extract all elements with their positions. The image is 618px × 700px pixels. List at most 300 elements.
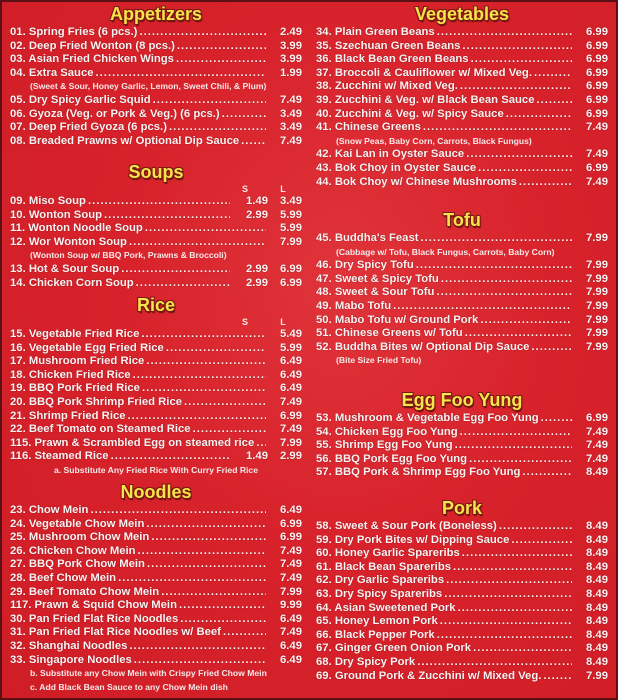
dot-leader	[469, 453, 572, 467]
section-title: Tofu	[443, 210, 481, 230]
item-name: 24. Vegetable Chow Mein	[10, 517, 145, 530]
item-name: 55. Shrimp Egg Foo Yung	[316, 439, 453, 452]
item-name: 29. Beef Tomato Chow Mein	[10, 585, 160, 598]
size-header	[10, 317, 302, 328]
item-price-small: 2.99	[246, 276, 268, 289]
item-note: a. Substitute Any Fried Rice With Curry Fried Rice	[54, 464, 258, 475]
item-price: 7.99	[586, 272, 608, 285]
dot-leader	[129, 640, 266, 654]
item-price: 6.99	[280, 531, 302, 544]
dot-leader	[460, 80, 572, 94]
menu-item	[10, 209, 302, 223]
menu-item	[10, 328, 302, 342]
item-name: 58. Sweet & Sour Pork (Boneless)	[316, 520, 497, 532]
menu-item	[10, 236, 302, 250]
dot-leader	[133, 369, 266, 383]
item-name: 49. Mabo Tofu	[316, 299, 392, 312]
menu-item	[10, 531, 302, 545]
section-title: Noodles	[120, 482, 192, 502]
section-egg-foo-yung	[316, 388, 608, 480]
item-price: 2.99	[280, 450, 302, 463]
item-name: 03. Asian Fried Chicken Wings	[10, 53, 174, 66]
dot-leader	[541, 412, 572, 426]
dot-leader	[180, 613, 266, 627]
item-name: 62. Dry Garlic Spareribs	[316, 574, 445, 587]
item-name: 08. Breaded Prawns w/ Optional Dip Sauce	[10, 134, 240, 147]
item-price: 7.49	[280, 544, 302, 557]
menu-item	[10, 121, 302, 135]
dot-leader	[462, 40, 572, 54]
dot-leader	[184, 396, 266, 410]
dot-leader	[139, 26, 266, 40]
dot-leader	[466, 148, 572, 162]
dot-leader	[104, 209, 230, 223]
section-title: Egg Foo Yung	[401, 390, 523, 410]
menu-item	[10, 586, 302, 600]
item-name: 39. Zucchini & Veg. w/ Black Bean Sauce	[316, 93, 535, 106]
item-name: 115. Prawn & Scrambled Egg on steamed rice	[10, 436, 255, 449]
item-price: 8.49	[586, 587, 608, 600]
item-price: 5.99	[280, 222, 302, 235]
item-name: 67. Ginger Green Onion Pork	[316, 642, 472, 655]
item-price: 6.99	[586, 412, 608, 424]
dot-leader	[478, 162, 572, 176]
menu-item	[316, 26, 608, 40]
item-name: 04. Extra Sauce	[10, 66, 94, 79]
item-price: 7.49	[280, 626, 302, 639]
dot-leader	[223, 626, 266, 640]
dot-leader	[179, 599, 266, 613]
dot-leader	[423, 121, 572, 135]
menu-item	[316, 148, 608, 162]
item-name: 53. Mushroom & Vegetable Egg Foo Yung	[316, 412, 539, 424]
menu-item	[10, 355, 302, 369]
menu-item	[10, 423, 302, 437]
dot-leader	[436, 286, 572, 300]
menu-item	[316, 547, 608, 561]
item-name: 117. Prawn & Squid Chow Mein	[10, 599, 177, 612]
item-name: 25. Mushroom Chow Mein	[10, 531, 150, 544]
item-price: 6.99	[586, 66, 608, 79]
item-note: (Bite Size Fried Tofu)	[336, 355, 422, 366]
dot-leader	[111, 450, 230, 464]
menu-item	[10, 626, 302, 640]
menu-item	[316, 466, 608, 480]
dot-leader	[437, 26, 572, 40]
item-name: 56. BBQ Pork Egg Foo Yung	[316, 452, 468, 465]
item-price: 5.99	[280, 341, 302, 354]
item-name: 69. Ground Pork & Zucchini w/ Mixed Veg.	[316, 669, 542, 682]
section-tofu	[316, 208, 608, 368]
dot-leader	[499, 520, 572, 534]
item-name: 59. Dry Pork Bites w/ Dipping Sauce	[316, 533, 510, 546]
dot-leader	[417, 656, 572, 670]
dot-leader	[129, 236, 266, 250]
dot-leader	[134, 654, 266, 668]
item-name: 18. Chicken Fried Rice	[10, 368, 131, 381]
item-price: 8.49	[586, 466, 608, 479]
dot-leader	[460, 426, 572, 440]
item-price: 5.49	[280, 328, 302, 340]
menu-item	[10, 572, 302, 586]
item-name: 43. Bok Choy in Oyster Sauce	[316, 161, 477, 174]
item-name: 33. Singapore Noodles	[10, 653, 132, 666]
item-price: 7.99	[586, 669, 608, 682]
dot-leader	[136, 277, 230, 291]
item-price: 7.49	[280, 134, 302, 147]
item-name: 50. Mabo Tofu w/ Ground Pork	[316, 313, 479, 326]
item-price: 8.49	[586, 628, 608, 641]
dot-leader	[222, 108, 266, 122]
menu-item	[316, 273, 608, 287]
dot-leader	[440, 615, 572, 629]
dot-leader	[441, 273, 572, 287]
item-name: 46. Dry Spicy Tofu	[316, 259, 414, 272]
item-price: 6.49	[280, 382, 302, 395]
item-price: 8.49	[586, 655, 608, 668]
section-vegetables	[316, 2, 608, 189]
menu-item	[316, 534, 608, 548]
size-label: L	[280, 317, 286, 327]
item-price: 3.99	[280, 53, 302, 66]
dot-leader	[511, 534, 572, 548]
dot-leader	[256, 437, 266, 451]
dot-leader	[146, 355, 266, 369]
item-price: 7.49	[586, 452, 608, 465]
dot-leader	[506, 108, 572, 122]
dot-leader	[118, 572, 266, 586]
item-price: 3.49	[280, 121, 302, 134]
item-name: 15. Vegetable Fried Rice	[10, 328, 140, 340]
section-pork	[316, 496, 608, 683]
item-price: 8.49	[586, 615, 608, 628]
item-price: 8.49	[586, 547, 608, 560]
menu-item	[10, 599, 302, 613]
item-price: 6.99	[586, 53, 608, 66]
size-label: L	[280, 184, 286, 194]
dot-leader	[176, 53, 266, 67]
item-price: 6.49	[280, 368, 302, 381]
item-name: 11. Wonton Noodle Soup	[10, 222, 143, 235]
item-name: 07. Deep Fried Gyoza (6 pcs.)	[10, 121, 167, 134]
dot-leader	[537, 94, 573, 108]
item-price: 6.99	[280, 276, 302, 289]
item-name: 37. Broccoli & Cauliflower w/ Mixed Veg.	[316, 66, 532, 79]
item-price-small: 2.99	[246, 208, 268, 221]
item-price: 8.49	[586, 642, 608, 655]
dot-leader	[142, 382, 266, 396]
menu-item	[10, 135, 302, 149]
menu-item	[10, 26, 302, 40]
menu-item	[10, 518, 302, 532]
menu-item	[10, 558, 302, 572]
menu-item	[316, 615, 608, 629]
item-price: 7.99	[280, 436, 302, 449]
item-name: 32. Shanghai Noodles	[10, 639, 128, 652]
menu-item	[10, 545, 302, 559]
dot-leader	[421, 232, 572, 246]
section-title: Rice	[136, 295, 176, 315]
menu-item	[316, 286, 608, 300]
dot-leader	[153, 94, 266, 108]
size-label: S	[241, 184, 248, 194]
item-price: 7.99	[280, 585, 302, 598]
item-price: 8.49	[586, 574, 608, 587]
item-price: 6.99	[586, 80, 608, 93]
dot-leader	[193, 423, 266, 437]
menu-item	[10, 654, 302, 668]
dot-leader	[453, 561, 572, 575]
item-name: 27. BBQ Pork Chow Mein	[10, 558, 145, 571]
dot-leader	[462, 547, 572, 561]
menu-item	[316, 588, 608, 602]
item-name: 14. Chicken Corn Soup	[10, 276, 134, 289]
item-name: 26. Chicken Chow Mein	[10, 544, 136, 557]
item-price: 3.49	[280, 107, 302, 120]
item-price-small: 1.49	[246, 195, 268, 207]
dot-leader	[146, 518, 266, 532]
menu-item	[10, 504, 302, 518]
item-name: 13. Hot & Sour Soup	[10, 262, 120, 275]
dot-leader	[473, 642, 572, 656]
item-price: 6.99	[586, 39, 608, 52]
menu-item	[316, 108, 608, 122]
menu-item	[316, 642, 608, 656]
menu-item	[10, 396, 302, 410]
dot-leader	[121, 263, 230, 277]
item-name: 61. Black Bean Spareribs	[316, 560, 452, 573]
menu-item	[10, 53, 302, 67]
section-title: Appetizers	[109, 4, 203, 24]
menu-item	[316, 453, 608, 467]
dot-leader	[416, 259, 572, 273]
item-price: 7.49	[586, 121, 608, 134]
dot-leader	[531, 341, 572, 355]
dot-leader	[169, 121, 266, 135]
item-name: 10. Wonton Soup	[10, 208, 103, 221]
dot-leader	[446, 574, 572, 588]
item-name: 116. Steamed Rice	[10, 450, 109, 463]
menu-item	[10, 195, 302, 209]
menu-item	[316, 314, 608, 328]
menu-item	[316, 439, 608, 453]
item-name: 31. Pan Fried Flat Rice Noodles w/ Beef	[10, 626, 221, 639]
menu-item	[316, 327, 608, 341]
item-name: 52. Buddha Bites w/ Optional Dip Sauce	[316, 340, 530, 353]
item-name: 60. Honey Garlic Spareribs	[316, 547, 460, 560]
dot-leader	[480, 314, 572, 328]
size-header	[10, 184, 302, 195]
item-name: 41. Chinese Greens	[316, 121, 421, 134]
item-price: 7.49	[586, 175, 608, 188]
item-price-small: 1.49	[246, 450, 268, 463]
menu-item	[10, 342, 302, 356]
item-name: 12. Wor Wonton Soup	[10, 235, 127, 248]
item-price: 7.99	[586, 259, 608, 272]
menu-item	[316, 40, 608, 54]
menu-item	[316, 121, 608, 135]
item-price: 1.99	[280, 66, 302, 79]
item-price: 7.99	[586, 327, 608, 340]
dot-leader	[241, 135, 266, 149]
dot-leader	[128, 410, 266, 424]
item-price: 7.99	[586, 286, 608, 299]
size-label: S	[241, 317, 248, 327]
menu-item	[316, 520, 608, 534]
item-name: 23. Chow Mein	[10, 504, 89, 516]
dot-leader	[437, 629, 572, 643]
menu-item	[316, 176, 608, 190]
item-name: 45. Buddha's Feast	[316, 232, 419, 244]
menu-item	[10, 277, 302, 291]
menu-item	[316, 561, 608, 575]
section-title: Pork	[441, 498, 483, 518]
item-price: 8.49	[586, 601, 608, 614]
menu-item	[10, 437, 302, 451]
item-name: 05. Dry Spicy Garlic Squid	[10, 93, 151, 106]
item-note: (Snow Peas, Baby Corn, Carrots, Black Fungus)	[336, 135, 532, 146]
item-price: 3.49	[280, 195, 302, 207]
item-name: 40. Zucchini & Veg. w/ Spicy Sauce	[316, 107, 504, 120]
item-name: 16. Vegetable Egg Fried Rice	[10, 341, 164, 354]
menu-item	[316, 602, 608, 616]
item-name: 38. Zucchini w/ Mixed Veg.	[316, 80, 458, 93]
dot-leader	[393, 300, 572, 314]
item-price: 7.99	[280, 235, 302, 248]
menu-item	[10, 108, 302, 122]
item-price: 3.99	[280, 39, 302, 52]
item-price: 8.49	[586, 533, 608, 546]
item-price: 7.99	[586, 232, 608, 244]
item-name: 48. Sweet & Sour Tofu	[316, 286, 435, 299]
dot-leader	[534, 67, 572, 81]
item-price: 7.49	[280, 93, 302, 106]
menu-item	[316, 94, 608, 108]
item-price-small: 2.99	[246, 262, 268, 275]
section-appetizers	[10, 2, 302, 148]
section-soups	[10, 160, 302, 290]
dot-leader	[465, 327, 572, 341]
item-price: 6.49	[280, 639, 302, 652]
menu-item	[316, 574, 608, 588]
item-name: 65. Honey Lemon Pork	[316, 615, 438, 628]
item-name: 17. Mushroom Fried Rice	[10, 355, 145, 368]
dot-leader	[522, 466, 572, 480]
item-price: 6.99	[586, 26, 608, 38]
menu-item	[10, 222, 302, 236]
menu-item	[316, 300, 608, 314]
dot-leader	[145, 222, 266, 236]
item-name: 57. BBQ Pork & Shrimp Egg Foo Yung	[316, 466, 521, 479]
item-price: 7.49	[280, 558, 302, 571]
item-note: b. Substitute any Chow Mein with Crispy Fried Chow Mein	[30, 668, 267, 679]
item-name: 36. Black Bean Green Beans	[316, 53, 469, 66]
menu-item	[10, 613, 302, 627]
dot-leader	[138, 545, 266, 559]
item-price: 7.99	[586, 340, 608, 353]
item-name: 63. Dry Spicy Spareribs	[316, 587, 443, 600]
menu-item	[316, 412, 608, 426]
item-price: 2.49	[280, 26, 302, 38]
item-price: 6.99	[280, 517, 302, 530]
menu-item	[10, 450, 302, 464]
dot-leader	[151, 531, 266, 545]
dot-leader	[96, 67, 266, 81]
item-name: 22. Beef Tomato on Steamed Rice	[10, 423, 191, 436]
item-price: 7.99	[586, 313, 608, 326]
item-price: 7.49	[586, 425, 608, 438]
item-name: 44. Bok Choy w/ Chinese Mushrooms	[316, 175, 517, 188]
item-price: 5.99	[280, 208, 302, 221]
dot-leader	[455, 439, 572, 453]
item-note: (Sweet & Sour, Honey Garlic, Lemon, Sweet Chili, & Plum)	[30, 81, 267, 92]
menu-item	[316, 162, 608, 176]
section-title: Soups	[128, 162, 184, 182]
item-price: 6.99	[280, 262, 302, 275]
menu-item	[10, 94, 302, 108]
item-price: 7.49	[586, 148, 608, 161]
item-price: 8.49	[586, 560, 608, 573]
item-name: 34. Plain Green Beans	[316, 26, 435, 38]
dot-leader	[471, 53, 572, 67]
item-name: 02. Deep Fried Wonton (8 pcs.)	[10, 39, 175, 52]
item-name: 51. Chinese Greens w/ Tofu	[316, 327, 463, 340]
section-rice	[10, 293, 302, 478]
menu-item	[316, 80, 608, 94]
item-name: 09. Miso Soup	[10, 195, 86, 207]
item-price: 6.49	[280, 504, 302, 516]
item-name: 19. BBQ Pork Fried Rice	[10, 382, 140, 395]
dot-leader	[88, 195, 230, 209]
menu-item	[316, 426, 608, 440]
item-price: 6.99	[586, 107, 608, 120]
section-title: Vegetables	[414, 4, 510, 24]
dot-leader	[166, 342, 266, 356]
dot-leader	[444, 588, 572, 602]
menu-item	[316, 259, 608, 273]
dot-leader	[161, 586, 266, 600]
menu-item	[10, 382, 302, 396]
menu-item	[316, 67, 608, 81]
item-name: 06. Gyoza (Veg. or Pork & Veg.) (6 pcs.)	[10, 107, 220, 120]
item-note: c. Add Black Bean Sauce to any Chow Mein dish	[30, 681, 228, 692]
menu-item	[10, 67, 302, 81]
menu-item	[316, 232, 608, 246]
item-price: 7.49	[586, 439, 608, 452]
menu-item	[316, 341, 608, 355]
item-name: 66. Black Pepper Pork	[316, 628, 435, 641]
menu-item	[316, 629, 608, 643]
item-price: 6.49	[280, 612, 302, 625]
item-name: 47. Sweet & Spicy Tofu	[316, 272, 439, 285]
item-price: 6.49	[280, 653, 302, 666]
item-name: 20. BBQ Pork Shrimp Fried Rice	[10, 395, 183, 408]
item-price: 7.49	[280, 423, 302, 436]
item-name: 54. Chicken Egg Foo Yung	[316, 425, 458, 438]
item-note: (Cabbage w/ Tofu, Black Fungus, Carrots, Baby Corn)	[336, 246, 555, 257]
menu-item	[316, 670, 608, 684]
menu-item	[316, 53, 608, 67]
section-noodles	[10, 480, 302, 694]
item-price: 6.49	[280, 355, 302, 368]
dot-leader	[147, 558, 266, 572]
item-name: 35. Szechuan Green Beans	[316, 39, 461, 52]
dot-leader	[543, 670, 572, 684]
menu-item	[10, 369, 302, 383]
item-price: 8.49	[586, 520, 608, 532]
item-name: 01. Spring Fries (6 pcs.)	[10, 26, 138, 38]
item-name: 42. Kai Lan in Oyster Sauce	[316, 148, 465, 161]
